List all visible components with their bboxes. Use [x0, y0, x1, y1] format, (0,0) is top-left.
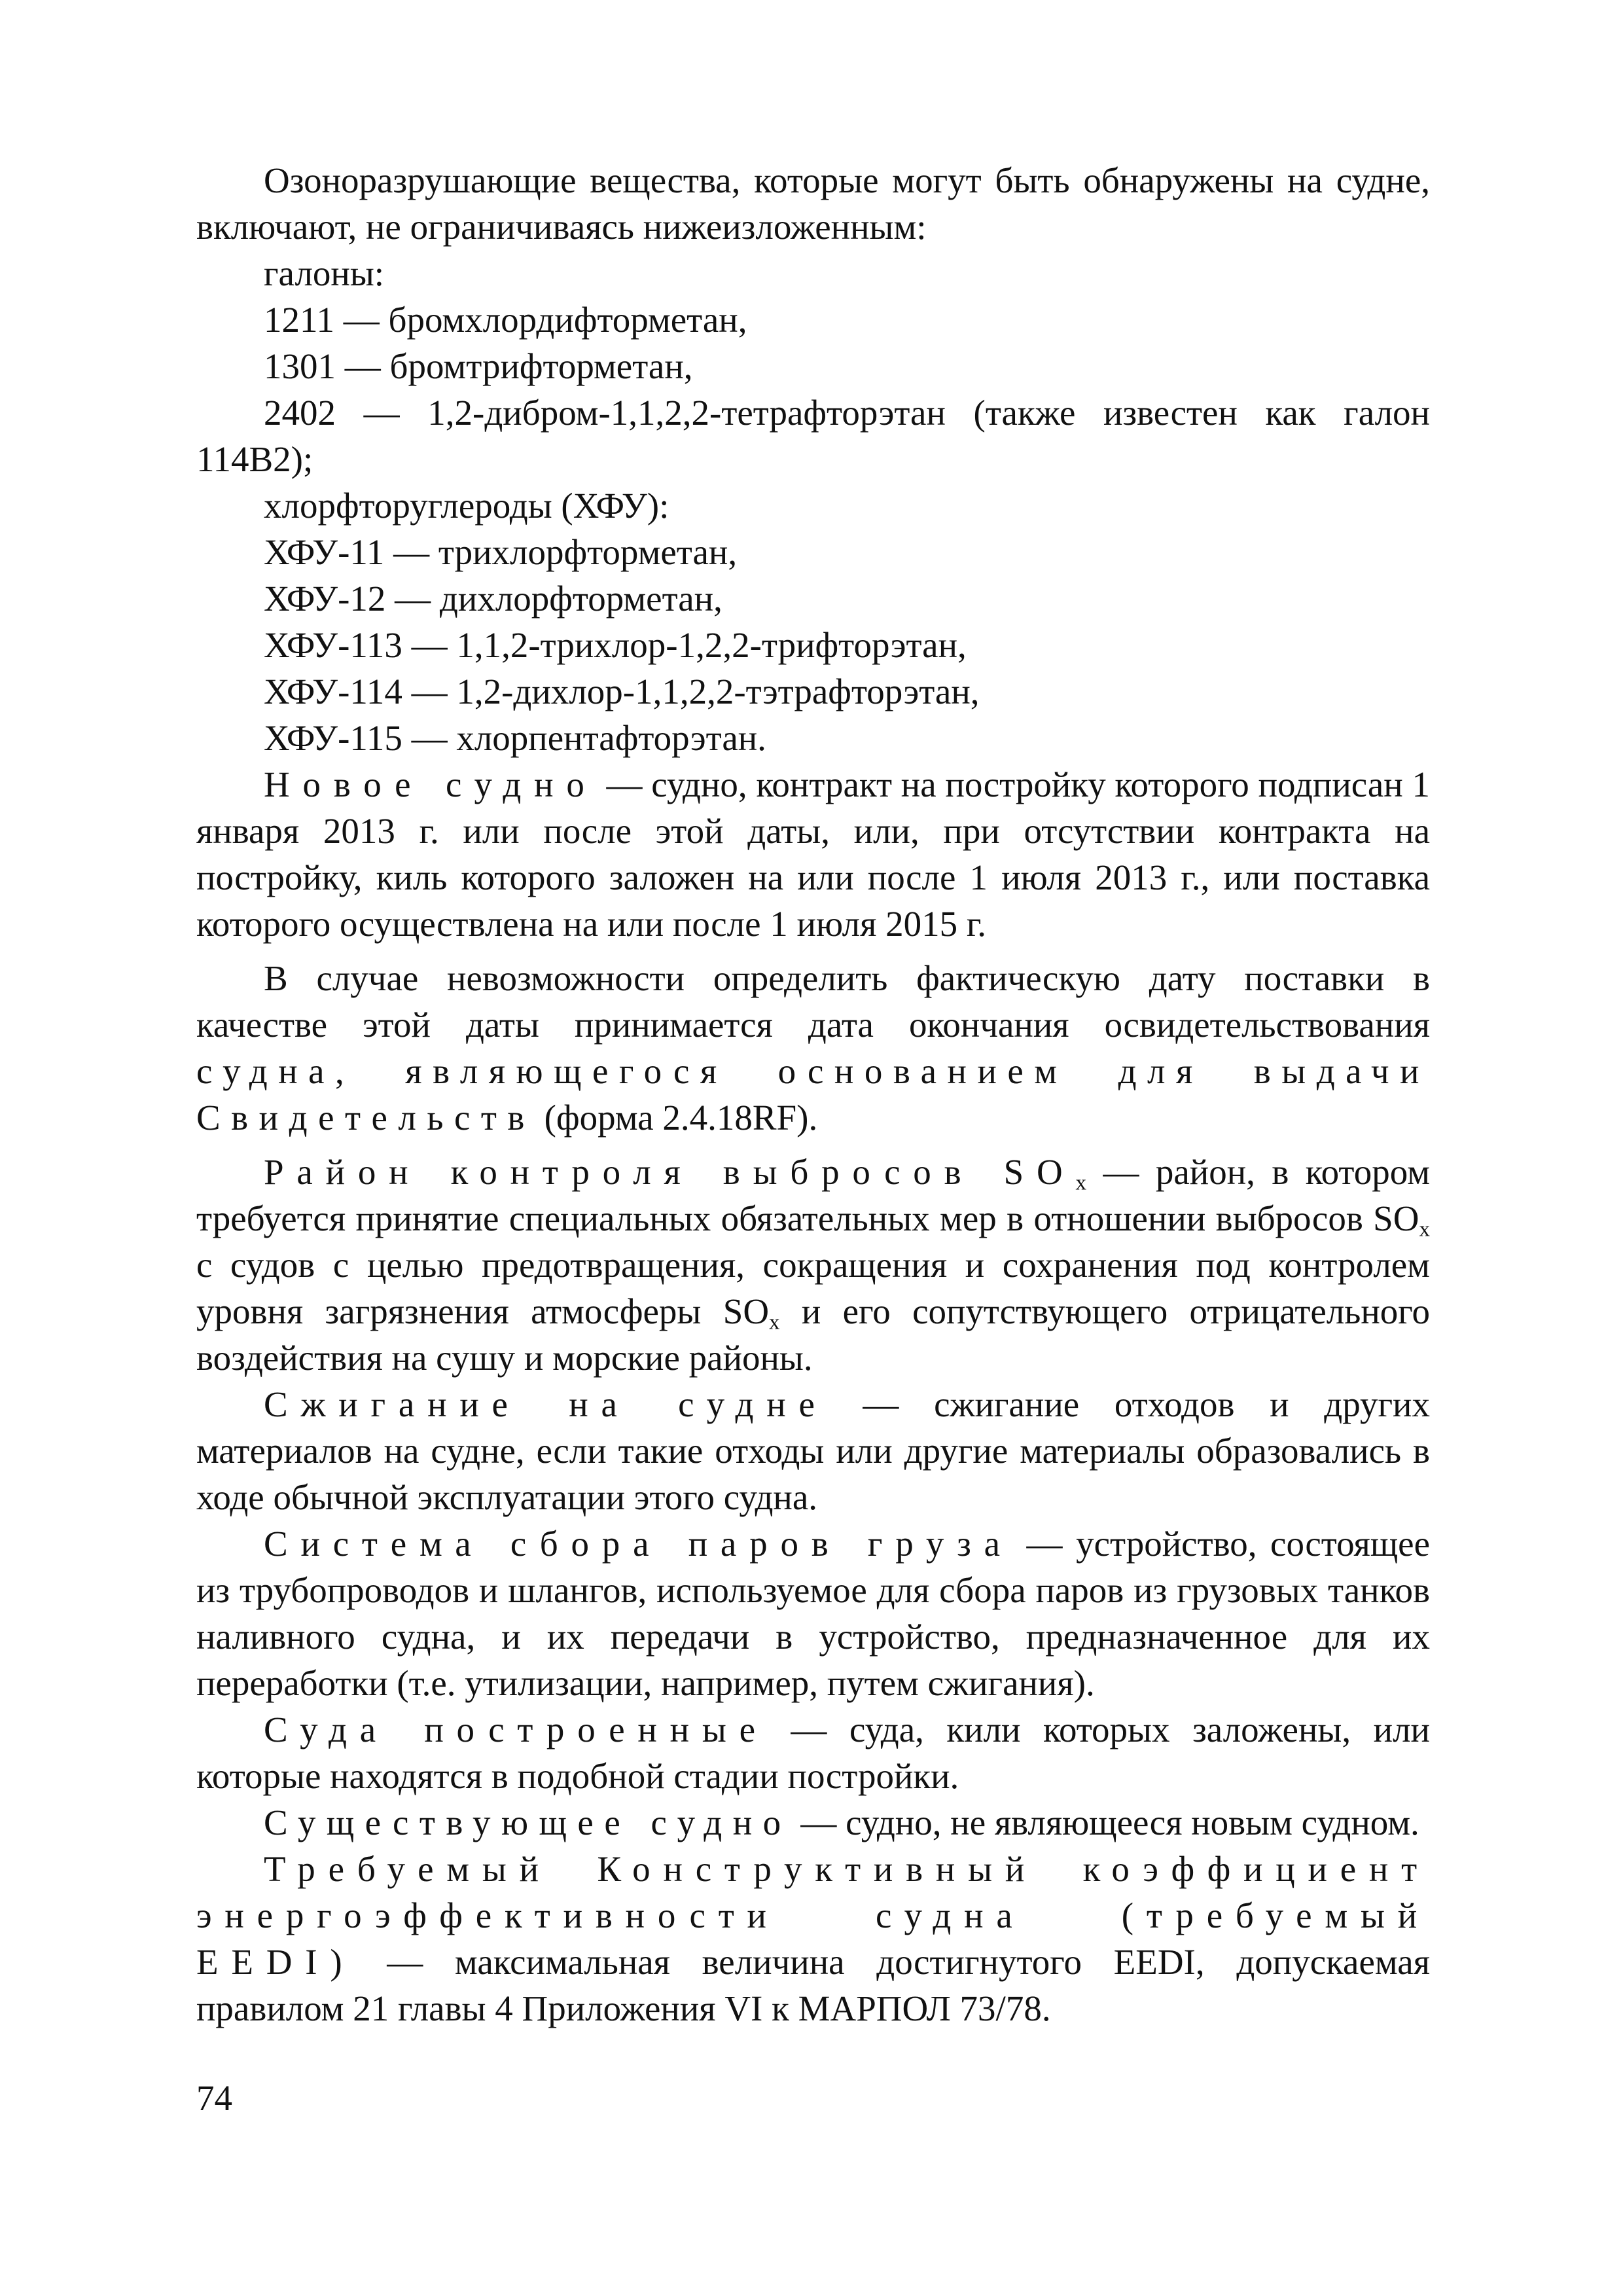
sox-text-1: — район, в котором требуется принятие специальных обязательных мер в отношении выбросов SO	[196, 1152, 1430, 1238]
required-eedi-definition	[196, 1846, 1430, 2032]
sox-text-3: и его сопутствующего отрицательного воздействия на сушу и морские районы.	[196, 1291, 1430, 1378]
incineration-term: Сжигание на судне	[264, 1384, 828, 1424]
sox-text-2: с судов с целью предотвращения, сокращения и сохранения под контролем уровня загрязнения атмосферы SO	[196, 1245, 1430, 1331]
halons-title: галоны:	[264, 253, 385, 293]
sox-subscript: x	[1075, 1171, 1087, 1195]
incineration-text: — сжигание отходов и других материалов на судне, если такие отходы или другие материалы образовались в ходе обычной эксплуатации этого судна.	[196, 1384, 1430, 1517]
vapour-system-definition	[196, 1520, 1430, 1706]
required-eedi-text: — максимальная величина достигнутого EEDI, допускаемая правилом 21 главы 4 Приложения VI к МАРПОЛ 73/78.	[196, 1942, 1430, 2028]
cfc-12-item: ХФУ-12 — дихлорфторметан,	[264, 579, 722, 619]
existing-ship-term: Существующее судно	[264, 1803, 792, 1842]
delivery-text-1: В случае невозможности определить фактическую дату поставки в качестве этой даты принимается дата окончания освидетельствования	[196, 958, 1430, 1045]
incineration-definition	[196, 1381, 1430, 1520]
sox-area-definition	[196, 1149, 1430, 1381]
sox-area-term: Район контроля выбросов SO	[264, 1152, 1076, 1192]
cfc-114-item: ХФУ-114 — 1,2-дихлор-1,1,2,2-тэтрафторэтан,	[264, 672, 980, 711]
halon-1301-item: 1301 — бромтрифторметан,	[264, 346, 693, 386]
page-number: 74	[196, 2078, 232, 2118]
new-ship-text: — судно, контракт на постройку которого подписан 1 января 2013 г. или после этой даты, или, при отсутствии контракта на постройку, киль которого заложен на или после 1 июля 2013 г., или поставка которого осуществлена на или после 1 июля 2015 г.	[196, 764, 1431, 944]
cfc-113-item: ХФУ-113 — 1,1,2-трихлор-1,2,2-трифторэтан,	[264, 625, 967, 665]
required-eedi-term: Требуемый Конструктивный коэффициент энергоэффективности судна (требуемый EEDI)	[196, 1849, 1430, 1982]
delivery-spaced-text: судна, являющегося основанием для выдачи Свидетельств	[196, 1051, 1430, 1138]
constructed-ships-definition	[196, 1706, 1430, 1799]
vapour-system-term: Система сбора паров груза	[264, 1524, 1013, 1564]
new-ship-definition	[196, 761, 1430, 947]
sox-subscript: x	[769, 1310, 780, 1335]
delivery-text-2: (форма 2.4.18RF).	[535, 1098, 818, 1138]
sox-subscript: x	[1419, 1217, 1430, 1242]
document-page	[196, 157, 1430, 2032]
cfc-115-item: ХФУ-115 — хлорпентафторэтан.	[264, 718, 766, 758]
existing-ship-definition	[196, 1799, 1430, 1846]
halon-2402-item: 2402 — 1,2-дибром-1,1,2,2-тетрафторэтан (также известен как галон 114В2);	[196, 393, 1430, 479]
new-ship-term: Новое судно	[264, 764, 597, 804]
existing-ship-text: — судно, не являющееся новым судном.	[791, 1803, 1419, 1842]
intro-paragraph: Озоноразрушающие вещества, которые могут быть обнаружены на судне, включают, не ограничиваясь нижеизложенным:	[196, 160, 1430, 247]
vapour-system-text: — устройство, состоящее из трубопроводов и шлангов, используемое для сбора паров из грузовых танков наливного судна, и их передачи в устройство, предназначенное для их переработки (т.е. утилизации, например, путем сжигания).	[196, 1524, 1430, 1703]
delivery-date-paragraph	[196, 955, 1430, 1141]
cfc-11-item: ХФУ-11 — трихлорфторметан,	[264, 532, 738, 572]
constructed-ships-term: Суда построенные	[264, 1710, 768, 1749]
halon-1211-item: 1211 — бромхлордифторметан,	[264, 300, 747, 340]
cfc-title: хлорфторуглероды (ХФУ):	[264, 486, 669, 526]
constructed-ships-text: — суда, кили которых заложены, или которые находятся в подобной стадии постройки.	[196, 1710, 1430, 1796]
